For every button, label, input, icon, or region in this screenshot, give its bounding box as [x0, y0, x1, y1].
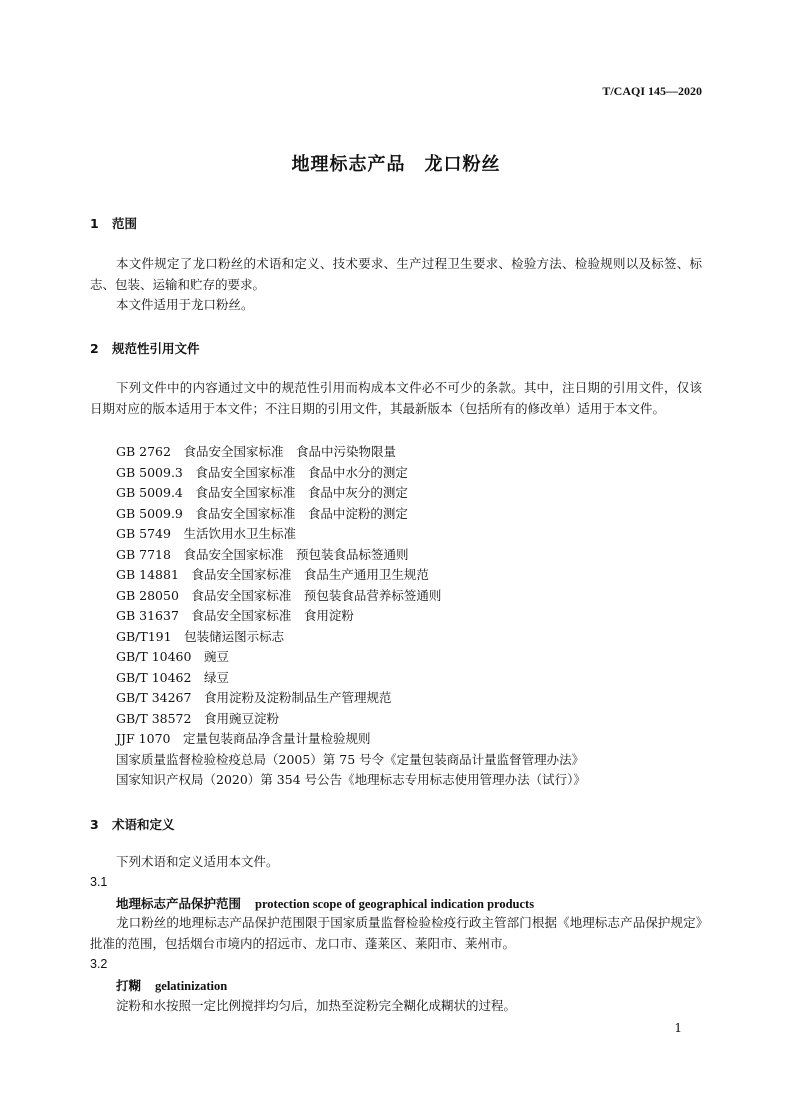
- reference-item: GB 31637 食品安全国家标准 食用淀粉: [116, 608, 354, 623]
- reference-item: GB/T 34267 食用淀粉及淀粉制品生产管理规范: [116, 690, 392, 705]
- clause-number: 3.2: [90, 957, 108, 971]
- reference-item: 国家知识产权局（2020）第 354 号公告《地理标志专用标志使用管理办法（试行）》: [116, 772, 586, 787]
- reference-item: GB 14881 食品安全国家标准 食品生产通用卫生规范: [116, 567, 429, 582]
- reference-item: GB 5009.4 食品安全国家标准 食品中灰分的测定: [116, 485, 408, 500]
- term-chinese: 打糊: [116, 978, 142, 993]
- standard-code: T/CAQI 145—2020: [602, 84, 702, 98]
- term-english: protection scope of geographical indication products: [255, 897, 535, 911]
- reference-item: GB/T 10460 豌豆: [116, 649, 229, 664]
- section-1-heading: [90, 214, 137, 232]
- reference-item: GB 5009.3 食品安全国家标准 食品中水分的测定: [116, 464, 408, 480]
- section-1-paragraph-1: 本文件规定了龙口粉丝的术语和定义、技术要求、生产过程卫生要求、检验方法、检验规则以及标签、标志、包装、运输和贮存的要求。: [90, 256, 702, 292]
- reference-item: GB 5009.9 食品安全国家标准 食品中淀粉的测定: [116, 505, 408, 521]
- section-3-heading: [90, 815, 175, 833]
- reference-item: GB/T191 包装储运图示标志: [116, 628, 285, 644]
- term-definition: 龙口粉丝的地理标志产品保护范围限于国家质量监督检验检疫行政主管部门根据《地理标志产品保护规定》批准的范围，包括烟台市境内的招远市、龙口市、蓬莱区、莱阳市、莱州市。: [90, 915, 702, 951]
- section-3-intro: 下列术语和定义适用本文件。: [116, 854, 279, 869]
- term-heading: [116, 894, 534, 912]
- reference-item: 国家质量监督检验检疫总局（2005）第 75 号令《定量包装商品计量监督管理办法》: [116, 751, 585, 767]
- term-heading: [116, 976, 227, 994]
- section-title: 范围: [112, 216, 138, 231]
- reference-item: JJF 1070 定量包装商品净含量计量检验规则: [116, 731, 371, 746]
- reference-item: GB/T 38572 食用豌豆淀粉: [116, 710, 279, 726]
- section-2-intro: 下列文件中的内容通过文中的规范性引用而构成本文件必不可少的条款。其中，注日期的引用文件，仅该日期对应的版本适用于本文件；不注日期的引用文件，其最新版本（包括所有的修改单）适用于本文件。: [90, 380, 702, 416]
- reference-item: GB 5749 生活饮用水卫生标准: [116, 526, 296, 541]
- term-english: gelatinization: [155, 979, 228, 993]
- section-number: 2: [90, 341, 99, 356]
- page-number: 1: [674, 1021, 682, 1035]
- reference-item: GB 2762 食品安全国家标准 食品中污染物限量: [116, 444, 396, 459]
- document-title: 地理标志产品 龙口粉丝: [291, 154, 501, 175]
- term-chinese: 地理标志产品保护范围: [116, 896, 242, 911]
- term-definition: 淀粉和水按照一定比例搅拌均匀后，加热至淀粉完全糊化成糊状的过程。: [116, 998, 517, 1013]
- section-title: 规范性引用文件: [112, 341, 200, 356]
- section-number: 1: [90, 216, 99, 231]
- section-2-heading: [90, 339, 200, 357]
- section-number: 3: [90, 817, 99, 832]
- reference-item: GB 28050 食品安全国家标准 预包装食品营养标签通则: [116, 587, 442, 603]
- clause-number: 3.1: [90, 875, 108, 889]
- section-1-paragraph-2: 本文件适用于龙口粉丝。: [116, 297, 254, 312]
- reference-item: GB 7718 食品安全国家标准 预包装食品标签通则: [116, 546, 409, 562]
- section-title: 术语和定义: [112, 817, 175, 832]
- reference-item: GB/T 10462 绿豆: [116, 669, 229, 685]
